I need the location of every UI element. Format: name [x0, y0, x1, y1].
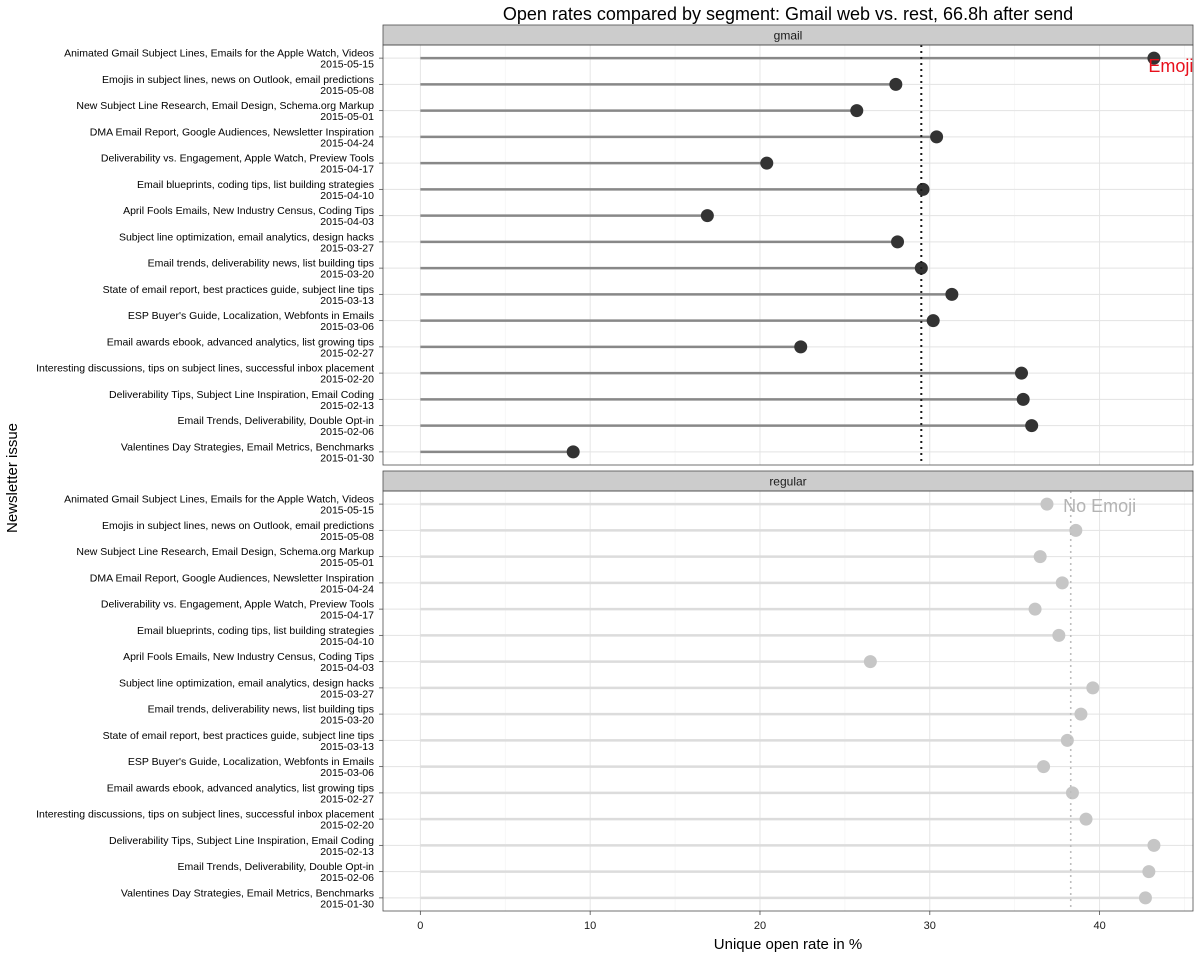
x-tick-label: 20: [753, 920, 767, 932]
category-title-label: Emojis in subject lines, news on Outlook, email predictions: [102, 519, 374, 532]
category-date-label: 2015-02-20: [320, 819, 374, 832]
category-title-label: Animated Gmail Subject Lines, Emails for the Apple Watch, Videos: [64, 493, 374, 506]
category-title-label: Email trends, deliverability news, list building tips: [147, 257, 374, 270]
category-date-label: 2015-02-27: [320, 347, 374, 360]
facet-strip-label: gmail: [773, 28, 803, 43]
annotation-label: Emoji: [1148, 56, 1194, 77]
data-point: [1142, 865, 1155, 878]
category-date-label: 2015-01-30: [320, 898, 374, 911]
data-point: [1139, 891, 1152, 904]
data-point: [1015, 367, 1028, 380]
category-title-label: Email awards ebook, advanced analytics, list growing tips: [106, 782, 374, 795]
category-date-label: 2015-03-06: [320, 321, 374, 334]
category-title-label: Deliverability Tips, Subject Line Inspiration, Email Coding: [109, 834, 374, 847]
category-title-label: Deliverability vs. Engagement, Apple Watch, Preview Tools: [100, 152, 374, 165]
category-date-label: 2015-05-15: [320, 504, 374, 517]
panel-regular: [36, 471, 1193, 911]
category-date-label: 2015-02-13: [320, 845, 374, 858]
data-point: [917, 183, 930, 196]
data-point: [945, 288, 958, 301]
category-title-label: Email trends, deliverability news, list building tips: [147, 703, 374, 716]
category-date-label: 2015-04-03: [320, 662, 374, 675]
data-point: [760, 157, 773, 170]
facet-panels: [36, 25, 1193, 911]
data-point: [1040, 498, 1053, 511]
category-title-label: Interesting discussions, tips on subject lines, successful inbox placement: [36, 362, 374, 375]
category-title-label: New Subject Line Research, Email Design, Schema.org Markup: [76, 546, 374, 559]
category-title-label: April Fools Emails, New Industry Census, Coding Tips: [123, 205, 374, 218]
category-date-label: 2015-05-08: [320, 530, 374, 543]
data-point: [891, 235, 904, 248]
category-date-label: 2015-03-27: [320, 242, 374, 255]
category-title-label: Emojis in subject lines, news on Outlook, email predictions: [102, 73, 374, 86]
category-date-label: 2015-05-08: [320, 84, 374, 97]
data-point: [1147, 839, 1160, 852]
category-title-label: DMA Email Report, Google Audiences, Newsletter Inspiration: [89, 572, 374, 585]
x-axis: [417, 911, 1105, 932]
category-date-label: 2015-03-13: [320, 294, 374, 307]
data-point: [1037, 760, 1050, 773]
data-point: [1029, 603, 1042, 616]
category-title-label: Interesting discussions, tips on subject lines, successful inbox placement: [36, 808, 374, 821]
category-title-label: April Fools Emails, New Industry Census, Coding Tips: [123, 651, 374, 664]
category-title-label: Subject line optimization, email analytics, design hacks: [118, 231, 374, 244]
x-tick-label: 0: [417, 920, 424, 932]
facet-strip-label: regular: [769, 474, 807, 489]
category-title-label: Deliverability vs. Engagement, Apple Watch, Preview Tools: [100, 598, 374, 611]
category-title-label: ESP Buyer's Guide, Localization, Webfonts in Emails: [127, 310, 374, 323]
data-point: [864, 655, 877, 668]
data-point: [850, 104, 863, 117]
data-point: [889, 78, 902, 91]
category-date-label: 2015-05-01: [320, 111, 374, 124]
category-title-label: Email blueprints, coding tips, list building strategies: [137, 624, 374, 637]
category-title-label: ESP Buyer's Guide, Localization, Webfonts in Emails: [127, 756, 374, 769]
category-date-label: 2015-02-06: [320, 426, 374, 439]
data-point: [1034, 550, 1047, 563]
data-point: [1061, 734, 1074, 747]
category-date-label: 2015-05-01: [320, 557, 374, 570]
category-title-label: Subject line optimization, email analytics, design hacks: [118, 677, 374, 690]
data-point: [1066, 786, 1079, 799]
category-title-label: DMA Email Report, Google Audiences, Newsletter Inspiration: [89, 126, 374, 139]
category-date-label: 2015-02-06: [320, 872, 374, 885]
annotation-label: No Emoji: [1063, 496, 1137, 517]
x-tick-label: 10: [584, 920, 597, 932]
category-title-label: Valentines Day Strategies, Email Metrics, Benchmarks: [120, 887, 374, 900]
category-date-label: 2015-03-06: [320, 767, 374, 780]
category-title-label: New Subject Line Research, Email Design, Schema.org Markup: [76, 100, 374, 113]
category-date-label: 2015-03-13: [320, 740, 374, 753]
y-axis-title: Newsletter issue: [4, 422, 21, 534]
category-date-label: 2015-03-20: [320, 268, 374, 281]
category-date-label: 2015-04-03: [320, 216, 374, 229]
data-point: [794, 340, 807, 353]
category-title-label: Email awards ebook, advanced analytics, list growing tips: [106, 336, 374, 349]
data-point: [701, 209, 714, 222]
data-point: [1056, 576, 1069, 589]
data-point: [930, 130, 943, 143]
panel-gmail: [36, 25, 1193, 465]
category-date-label: 2015-04-10: [320, 635, 374, 648]
category-date-label: 2015-02-13: [320, 399, 374, 412]
category-date-label: 2015-03-27: [320, 688, 374, 701]
chart-title: Open rates compared by segment: Gmail web vs. rest, 66.8h after send: [502, 4, 1074, 24]
category-title-label: State of email report, best practices guide, subject line tips: [102, 283, 374, 296]
data-point: [567, 445, 580, 458]
data-point: [927, 314, 940, 327]
category-date-label: 2015-04-17: [320, 163, 374, 176]
x-tick-label: 40: [1093, 920, 1106, 932]
x-tick-label: 30: [923, 920, 936, 932]
category-title-label: Animated Gmail Subject Lines, Emails for the Apple Watch, Videos: [64, 47, 374, 60]
data-point: [1025, 419, 1038, 432]
x-axis-title: Unique open rate in %: [713, 936, 863, 953]
category-date-label: 2015-03-20: [320, 714, 374, 727]
data-point: [1086, 681, 1099, 694]
data-point: [1074, 708, 1087, 721]
category-date-label: 2015-04-17: [320, 609, 374, 622]
category-date-label: 2015-01-30: [320, 452, 374, 465]
category-date-label: 2015-02-27: [320, 793, 374, 806]
data-point: [1080, 813, 1093, 826]
category-title-label: Deliverability Tips, Subject Line Inspiration, Email Coding: [109, 388, 374, 401]
panel-background: [383, 45, 1193, 465]
category-title-label: Email Trends, Deliverability, Double Opt-in: [177, 415, 374, 428]
category-date-label: 2015-04-10: [320, 189, 374, 202]
category-title-label: State of email report, best practices guide, subject line tips: [102, 729, 374, 742]
category-title-label: Valentines Day Strategies, Email Metrics, Benchmarks: [120, 441, 374, 454]
category-date-label: 2015-02-20: [320, 373, 374, 386]
category-title-label: Email blueprints, coding tips, list building strategies: [137, 178, 374, 191]
category-date-label: 2015-04-24: [320, 583, 374, 596]
category-date-label: 2015-05-15: [320, 58, 374, 71]
data-point: [1052, 629, 1065, 642]
category-title-label: Email Trends, Deliverability, Double Opt-in: [177, 861, 374, 874]
data-point: [1017, 393, 1030, 406]
category-date-label: 2015-04-24: [320, 137, 374, 150]
